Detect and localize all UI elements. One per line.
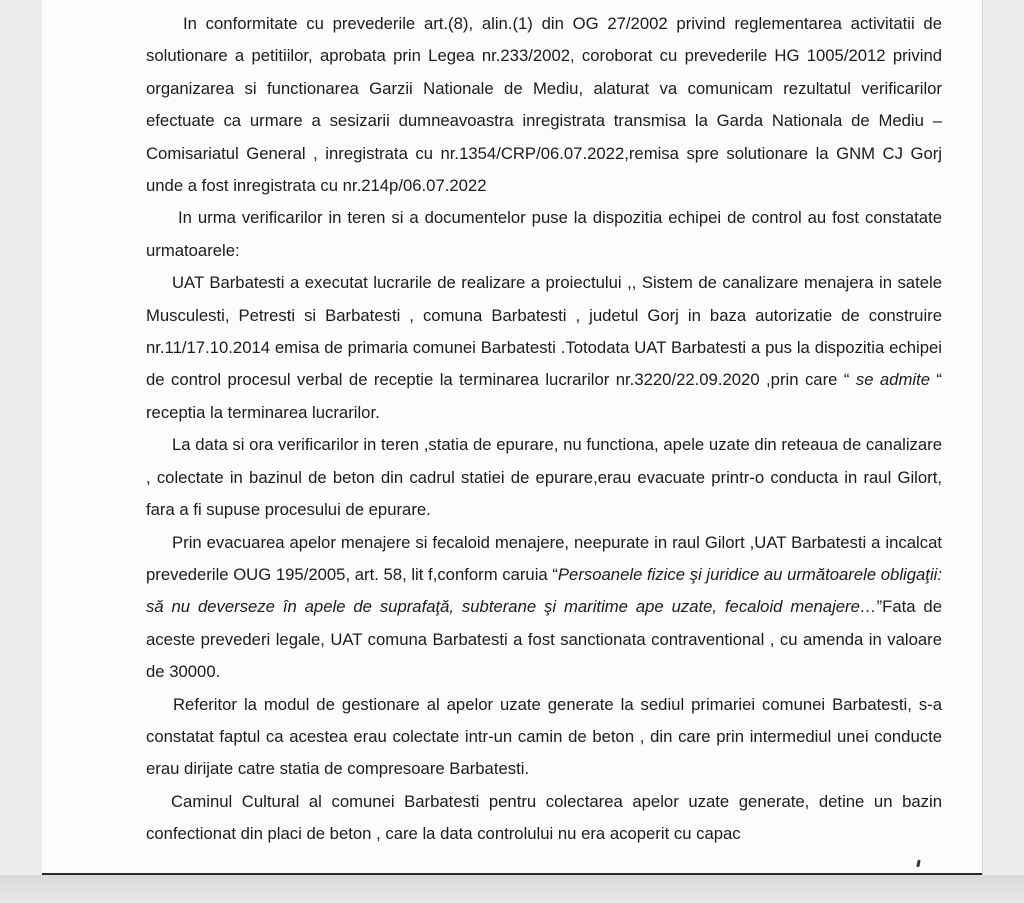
law-quote: Persoanele fizice şi juridice au următoarele obligaţii: să nu deverseze în apele de suprafaţă, subterane şi maritime ape uzate, fecaloid menajere…: [146, 564, 942, 617]
paragraph-sewer-project: [146, 267, 942, 429]
sewer-project-text-end: “ receptia la terminarea lucrarilor.: [146, 370, 942, 422]
admitted-quote: se admite: [855, 370, 930, 390]
paragraph-sanction: [146, 527, 942, 689]
paragraph-cultural-center: Caminul Cultural al comunei Barbatesti pentru colectarea apelor uzate generate, detine un bazin confectionat din placi de beton , care la data controlului nu era acoperit cu capac: [146, 791, 942, 844]
sanction-text: Prin evacuarea apelor menajere si fecaloid menajere, neepurate in raul Gilort ,UAT Barbatesti a incalcat prevederile OUG 195/2005, art. 58, lit f,conform caruia “: [146, 532, 942, 584]
document-body: [146, 8, 942, 851]
paragraph-town-hall-waters: Referitor la modul de gestionare al apelor uzate generate la sediul primariei comunei Barbatesti, s-a constatat faptul ca acestea erau colectate intr-un camin de beton , din care prin intermediul unei conducte erau dirijate catre statia de compresoare Barbatesti.: [146, 694, 942, 779]
paragraph-legal-basis: In conformitate cu prevederile art.(8), alin.(1) din OG 27/2002 privind reglementarea activitatii de solutionare a petitiilor, aprobata prin Legea nr.233/2002, coroborat cu prevederile HG 1005/2012 privind organizarea si functionarea Garzii Nationale de Mediu, alaturat va comunicam rezultatul verificarilor efectuate ca urmare a sesizarii dumneavoastra inregistrata transmisa la Garda Nationala de Mediu – Comisariatul General , inregistrata cu nr.1354/CRP/06.07.2022,remisa spre solutionare la GNM CJ Gorj unde a fost inregistrata cu nr.214p/06.07.2022: [146, 14, 942, 196]
sanction-text-end: ”Fata de aceste prevederi legale, UAT comuna Barbatesti a fost sanctionata contraventional , cu amenda in valoare de 30000.: [146, 597, 942, 682]
photo-bottom-edge: [0, 875, 1024, 903]
sewer-project-text: UAT Barbatesti a executat lucrarile de realizare a proiectului ,, Sistem de canalizare menajera in satele Musculesti, Petresti si Barbatesti , comuna Barbatesti , judetul Gorj in baza autorizatie de construire nr.11/17.10.2014 emisa de primaria comunei Barbatesti .Totodata UAT Barbatesti a pus la dispozitia echipei de control procesul verbal de receptie la terminarea lucrarilor nr.3220/22.09.2020 ,prin care “: [146, 273, 942, 390]
paragraph-verification-intro: In urma verificarilor in teren si a documentelor puse la dispozitia echipei de control au fost constatate urmatoarele:: [146, 208, 942, 260]
paragraph-treatment-plant: La data si ora verificarilor in teren ,statia de epurare, nu functiona, apele uzate din reteaua de canalizare , colectate in bazinul de beton din cadrul statiei de epurare,erau evacuate printr-o conducta in raul Gilort, fara a fi supuse procesului de epurare.: [146, 435, 942, 520]
